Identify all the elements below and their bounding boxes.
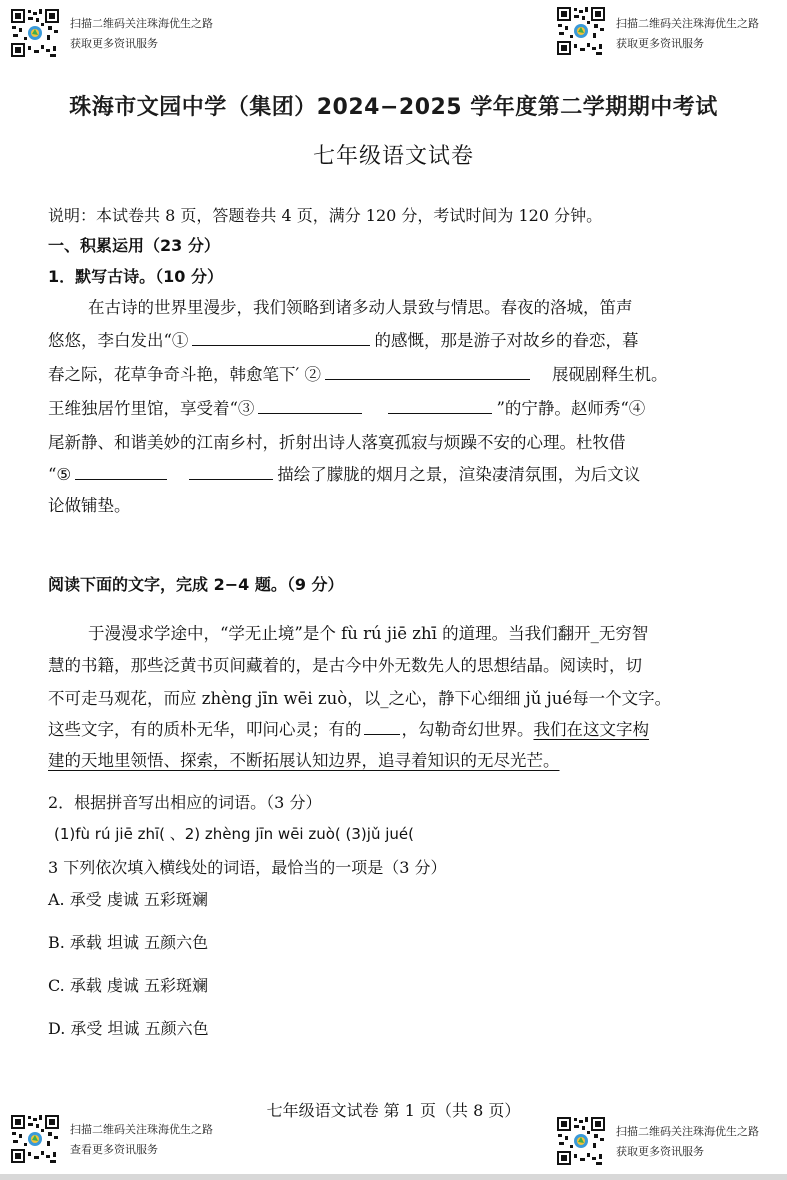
option-c[interactable]: C. 承载 虔诚 五彩斑斓	[48, 976, 209, 995]
section-heading: 一、积累运用（23 分）	[48, 236, 220, 255]
option-b[interactable]: B. 承载 坦诚 五颜六色	[48, 933, 209, 952]
question-3-stem: 3 下列依次填入横线处的词语，最恰当的一项是（3 分）	[48, 858, 447, 877]
poem-line-3: 春之际，花草争奇斗艳，韩愈笔下′ ② 展砚剧释生机。	[48, 365, 668, 384]
qr-code-icon	[10, 8, 60, 58]
question-2-stem: 2．根据拼音写出相应的词语。（3 分）	[48, 793, 322, 812]
reading-heading: 阅读下面的文字，完成 2−4 题。（9 分）	[48, 575, 344, 594]
reading-blank[interactable]	[364, 719, 400, 735]
reading-line-4: 这些文字，有的质朴无华，叩问心灵；有的 ，勾勒奇幻世界。我们在这文字构	[48, 720, 649, 739]
instructions: 说明：本试卷共 8 页，答题卷共 4 页，满分 120 分，考试时间为 120 分钟。	[48, 206, 603, 225]
qr-code-icon	[10, 1114, 60, 1164]
poem-line-1: 在古诗的世界里漫步，我们领略到诸多动人景致与情思。春夜的洛城，笛声	[88, 298, 633, 317]
option-a[interactable]: A. 承受 虔诚 五彩斑斓	[48, 890, 208, 909]
exam-subtitle: 七年级语文试卷	[312, 144, 474, 169]
blank-5a[interactable]	[75, 464, 167, 480]
option-d[interactable]: D. 承受 坦诚 五颜六色	[48, 1019, 209, 1038]
reading-line-2: 慧的书籍，那些泛黄书页间藏着的，是古今中外无数先人的思想结晶。阅读时，切	[48, 656, 642, 675]
reading-line-5: 建的天地里领悟、探索，不断拓展认知边界，追寻着知识的无尽光芒。	[48, 751, 560, 770]
exam-title: 珠海市文园中学（集团）2024−2025 学年度第二学期期中考试	[69, 95, 718, 120]
qr-caption-top-left: 扫描二维码关注珠海优生之路 获取更多资讯服务	[70, 17, 213, 50]
blank-2[interactable]	[325, 364, 530, 380]
question-2-items: (1)fù rú jiē zhī( 、2) zhèng jīn wēi zuò( (3)jǔ jué(	[54, 825, 414, 843]
qr-caption-bottom-right: 扫描二维码关注珠海优生之路 获取更多资讯服务	[616, 1125, 759, 1158]
reading-line-3: 不可走马观花，而应 zhèng jīn wēi zuò，以_之心，静下心细细 jǔ jué每一个文字。	[48, 689, 672, 708]
qr-caption-bottom-left: 扫描二维码关注珠海优生之路 查看更多资讯服务	[70, 1123, 213, 1156]
poem-line-5: 尾新静、和谐美妙的江南乡村，折射出诗人落寞孤寂与烦躁不安的心理。杜牧借	[48, 433, 626, 452]
bottom-scan-edge	[0, 1174, 787, 1180]
qr-code-icon	[556, 6, 606, 56]
blank-1[interactable]	[192, 330, 370, 346]
question-1-heading: 1．默写古诗。（10 分）	[48, 267, 223, 286]
qr-caption-top-right: 扫描二维码关注珠海优生之路 获取更多资讯服务	[616, 17, 759, 50]
poem-line-6: “⑤ 描绘了朦胧的烟月之景，渲染凄清氛围，为后文议	[48, 465, 641, 484]
blank-3a[interactable]	[258, 398, 362, 414]
poem-line-7: 论做铺垫。	[48, 496, 131, 515]
poem-line-4: 王维独居竹里馆，享受着“③ ”的宁静。赵师秀“④	[48, 399, 646, 418]
page-footer: 七年级语文试卷 第 1 页（共 8 页）	[266, 1101, 521, 1120]
poem-line-2: 悠悠，李白发出“① 的感慨，那是游子对故乡的眷恋，暮	[48, 331, 639, 350]
blank-3b[interactable]	[388, 398, 492, 414]
reading-line-1: 于漫漫求学途中，“学无止境”是个 fù rú jiē zhī 的道理。当我们翻开_无穷智	[88, 624, 649, 643]
blank-5b[interactable]	[189, 464, 273, 480]
qr-code-icon	[556, 1116, 606, 1166]
